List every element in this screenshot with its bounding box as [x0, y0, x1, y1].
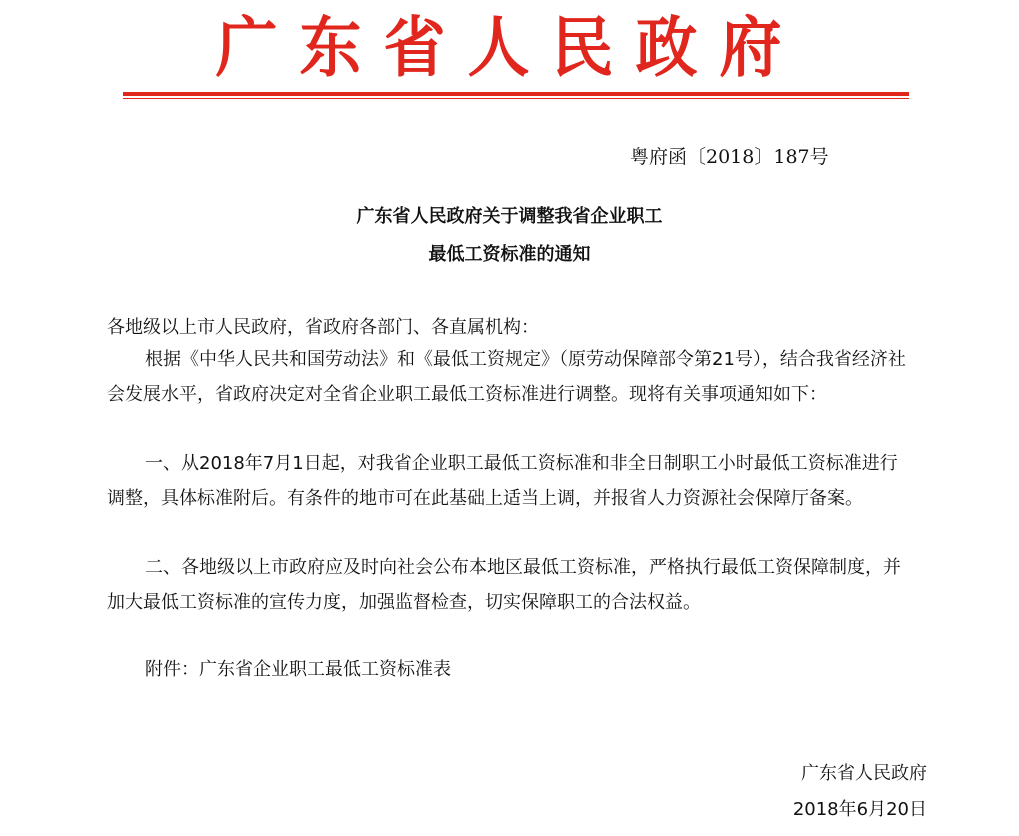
salutation: 各地级以上市人民政府，省政府各部门、各直属机构： [107, 317, 539, 338]
document-title-line2: 最低工资标准的通知 [428, 244, 591, 265]
signing-date: 2018年6月20日 [792, 799, 927, 820]
paragraph-item-one: 一、从2018年7月1日起，对我省企业职工最低工资标准和非全日制职工小时最低工资标准进行调整，具体标准附后。有条件的地市可在此基础上适当上调，并报省人力资源社会保障厅备案。 [107, 453, 898, 509]
paragraph-intro: 根据《中华人民共和国劳动法》和《最低工资规定》（原劳动保障部令第21号），结合我省经济社会发展水平，省政府决定对全省企业职工最低工资标准进行调整。现将有关事项通知如下： [107, 349, 906, 405]
masthead-title: 广东省人民政府 [215, 9, 804, 86]
attachment-line: 附件：广东省企业职工最低工资标准表 [145, 659, 451, 680]
paragraph-item-two: 二、各地级以上市政府应及时向社会公布本地区最低工资标准，严格执行最低工资保障制度，并加大最低工资标准的宣传力度，加强监督检查，切实保障职工的合法权益。 [107, 557, 901, 613]
document-title-line1: 广东省人民政府关于调整我省企业职工 [356, 206, 663, 227]
red-divider-thin [123, 98, 909, 99]
signer: 广东省人民政府 [801, 763, 927, 784]
red-divider [123, 92, 909, 96]
document-number: 粤府函〔2018〕187号 [630, 146, 829, 168]
